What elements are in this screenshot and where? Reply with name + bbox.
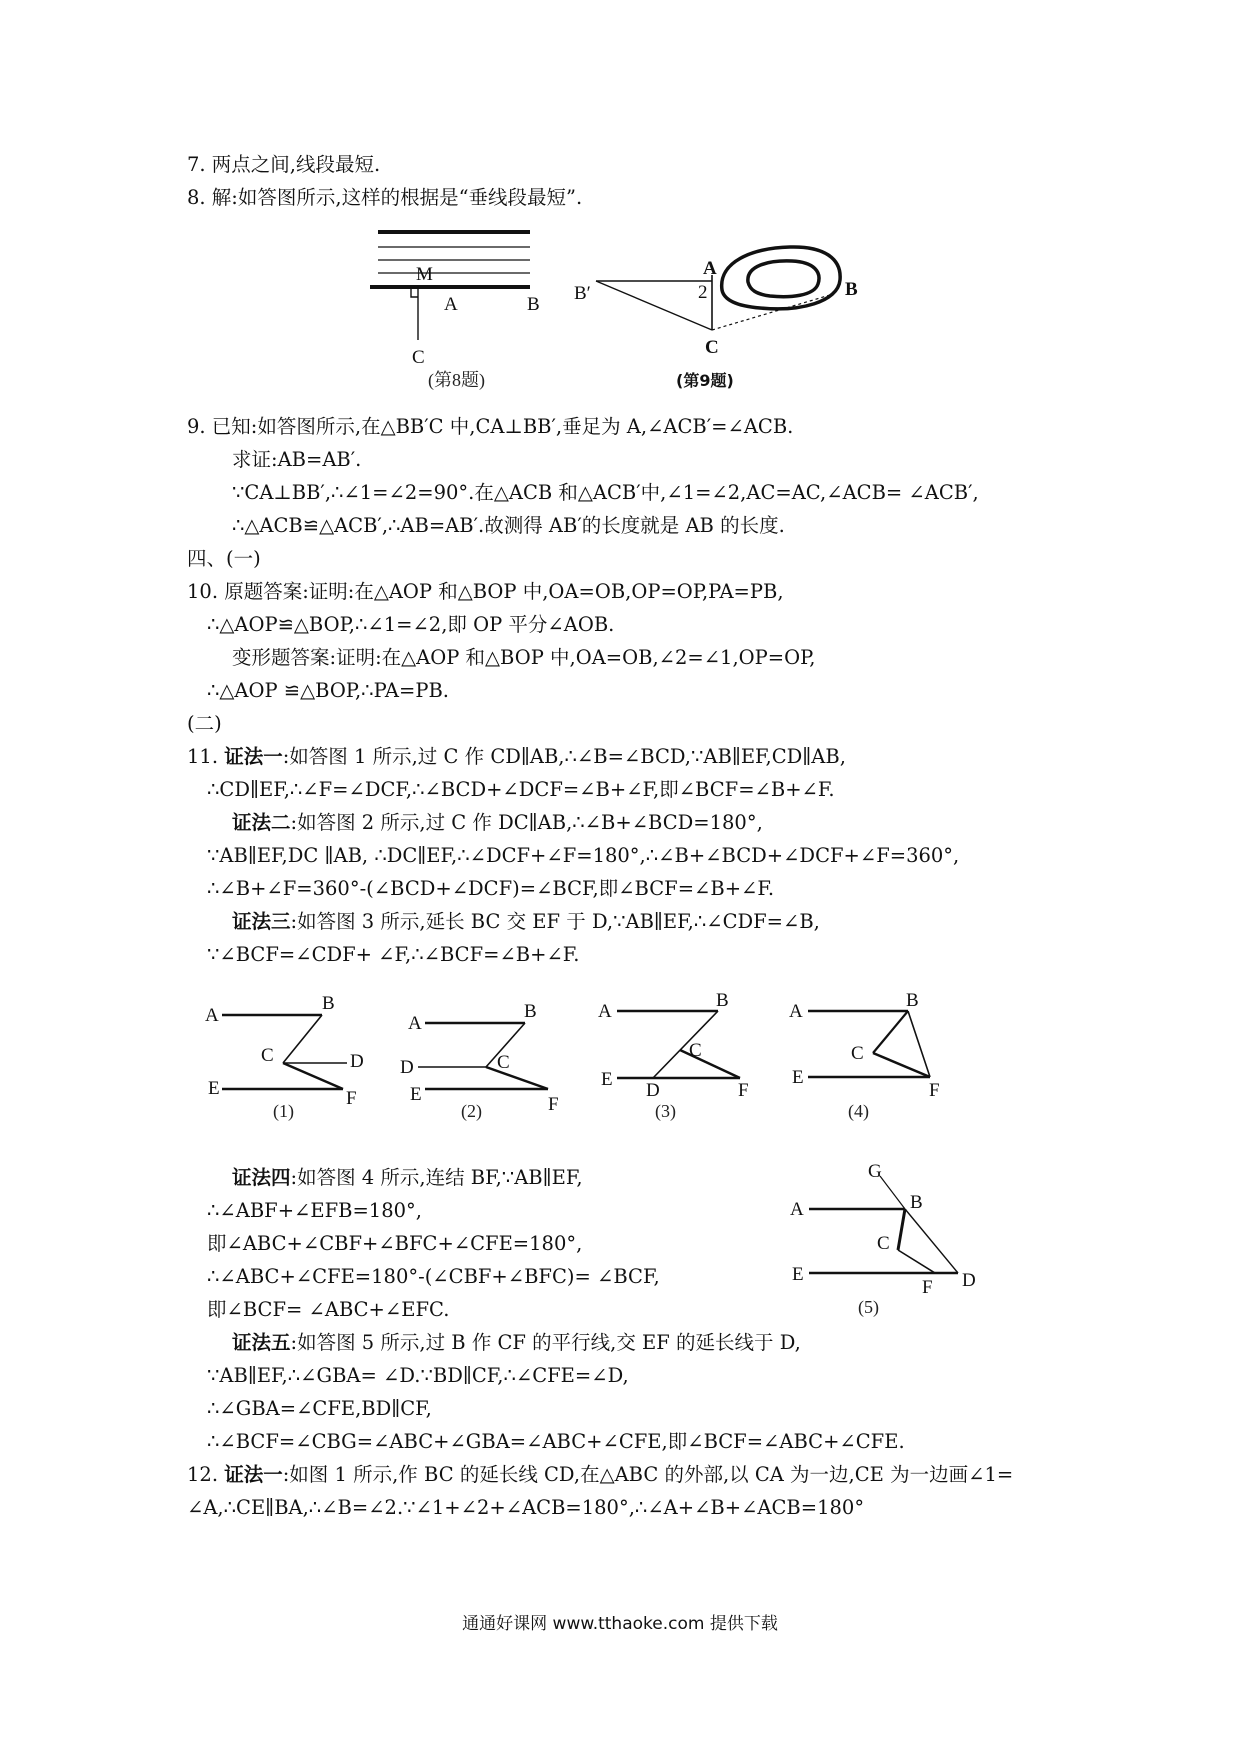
fig9-label-a: A [703, 258, 717, 279]
fig2-label-b: B [524, 1001, 537, 1022]
q12-method-1-text: :如图 1 所示,作 BC 的延长线 CD,在△ABC 的外部,以 CA 为一边,CE 为一边画∠1= [282, 1463, 1014, 1486]
fig5-label-a: A [790, 1199, 804, 1220]
fig2-caption: (2) [461, 1101, 482, 1121]
fig8-label-c: C [412, 347, 425, 368]
figure-4 [808, 1011, 930, 1077]
fig8-label-a: A [444, 294, 458, 315]
answer-8: 8. 解:如答图所示,这样的根据是“垂线段最短”. [187, 186, 583, 209]
fig9-label-b: B [845, 279, 858, 300]
answer-9-proof-1: ∵CA⊥BB′,∴∠1=∠2=90°.在△ACB 和△ACB′中,∠1=∠2,AC=AC,∠ACB= ∠ACB′, [232, 481, 979, 504]
fig4-label-b: B [906, 990, 919, 1011]
method-4-line-3: 即∠ABC+∠CBF+∠BFC+∠CFE=180°, [207, 1232, 583, 1255]
answer-10-variant-2: ∴△AOP ≌△BOP,∴PA=PB. [207, 679, 449, 702]
fig1-label-d: D [350, 1051, 364, 1072]
answer-12-line-2: ∠A,∴CE∥BA,∴∠B=∠2.∵∠1+∠2+∠ACB=180°,∴∠A+∠B+∠ACB=180° [187, 1496, 865, 1519]
fig3-label-b: B [716, 990, 729, 1011]
figure-8 [370, 232, 530, 340]
method-2-label: 证法二 [232, 811, 291, 834]
fig2-label-f: F [548, 1094, 559, 1115]
fig4-label-e: E [792, 1067, 804, 1088]
q12-method-1-label: 证法一 [224, 1463, 283, 1486]
fig1-caption: (1) [273, 1101, 294, 1121]
fig5-label-g: G [868, 1161, 882, 1182]
fig4-caption: (4) [848, 1101, 869, 1121]
method-3-text: :如答图 3 所示,延长 BC 交 EF 于 D,∵AB∥EF,∴∠CDF=∠B, [290, 910, 820, 933]
fig2-label-c: C [497, 1052, 510, 1073]
footer: 通通好课网 www.tthaoke.com 提供下载 [462, 1614, 778, 1634]
answer-10-line-2: ∴△AOP≌△BOP,∴∠1=∠2,即 OP 平分∠AOB. [207, 613, 615, 636]
answer-12-number: 12. [187, 1463, 225, 1486]
section-4-1: 四、(一) [187, 547, 261, 570]
fig1-label-f: F [346, 1088, 357, 1109]
fig4-label-a: A [789, 1001, 803, 1022]
fig3-caption: (3) [655, 1101, 676, 1121]
figure-1 [222, 1015, 347, 1089]
fig3-label-c: C [689, 1040, 702, 1061]
method-4-line-4: ∴∠ABC+∠CFE=180°-(∠CBF+∠BFC)= ∠BCF, [207, 1265, 660, 1288]
fig9-label-c: C [705, 337, 719, 358]
answer-9-proof-2: ∴△ACB≌△ACB′,∴AB=AB′.故测得 AB′的长度就是 AB 的长度. [232, 514, 785, 537]
method-4-label: 证法四 [232, 1166, 291, 1189]
fig3-label-d: D [646, 1080, 660, 1101]
method-1-label: 证法一 [224, 745, 283, 768]
fig9-label-2: 2 [698, 282, 708, 303]
method-5-text: :如答图 5 所示,过 B 作 CF 的平行线,交 EF 的延长线于 D, [290, 1331, 801, 1354]
fig3-label-f: F [738, 1080, 749, 1101]
fig8-label-m: M [416, 264, 433, 285]
answer-11-line-2: ∴CD∥EF,∴∠F=∠DCF,∴∠BCD+∠DCF=∠B+∠F,即∠BCF=∠B+∠F. [207, 778, 835, 801]
fig1-label-e: E [208, 1078, 220, 1099]
fig4-label-c: C [851, 1043, 864, 1064]
answer-10-variant: 变形题答案:证明:在△AOP 和△BOP 中,OA=OB,∠2=∠1,OP=OP, [232, 646, 816, 669]
fig8-caption: (第8题) [428, 370, 485, 390]
method-5-line-2: ∵AB∥EF,∴∠GBA= ∠D.∵BD∥CF,∴∠CFE=∠D, [207, 1364, 629, 1387]
fig9-caption: (第9题) [676, 371, 734, 390]
answer-9-goal: 求证:AB=AB′. [232, 448, 362, 471]
fig1-label-a: A [205, 1005, 219, 1026]
fig1-label-b: B [322, 993, 335, 1014]
method-1-text: :如答图 1 所示,过 C 作 CD∥AB,∴∠B=∠BCD,∵AB∥EF,CD∥AB, [282, 745, 846, 768]
figure-3 [617, 1011, 740, 1078]
answer-9: 9. 已知:如答图所示,在△BB′C 中,CA⊥BB′,垂足为 A,∠ACB′=∠ACB. [187, 415, 794, 438]
method-2-line-3: ∴∠B+∠F=360°-(∠BCD+∠DCF)=∠BCF,即∠BCF=∠B+∠F. [207, 877, 775, 900]
method-5-label: 证法五 [232, 1331, 291, 1354]
fig3-label-a: A [598, 1001, 612, 1022]
figure-2 [418, 1023, 548, 1089]
answer-10: 10. 原题答案:证明:在△AOP 和△BOP 中,OA=OB,OP=OP,PA=PB, [187, 580, 784, 603]
fig2-label-e: E [410, 1084, 422, 1105]
method-4-text: :如答图 4 所示,连结 BF,∵AB∥EF, [290, 1166, 583, 1189]
method-4-line-2: ∴∠ABF+∠EFB=180°, [207, 1199, 422, 1222]
fig3-label-e: E [601, 1069, 613, 1090]
fig4-label-f: F [929, 1080, 940, 1101]
fig9-label-bprime: B′ [574, 283, 591, 304]
method-4-line-5: 即∠BCF= ∠ABC+∠EFC. [207, 1298, 450, 1321]
fig5-label-c: C [877, 1233, 890, 1254]
method-2-line-2: ∵AB∥EF,DC ∥AB, ∴DC∥EF,∴∠DCF+∠F=180°,∴∠B+∠BCD+∠DCF+∠F=360°, [207, 844, 960, 867]
figure-9 [596, 247, 840, 330]
section-4-2: (二) [187, 712, 222, 735]
fig5-label-d: D [962, 1270, 976, 1291]
fig5-caption: (5) [858, 1297, 879, 1317]
method-5-line-3: ∴∠GBA=∠CFE,BD∥CF, [207, 1397, 432, 1420]
method-5-line-4: ∴∠BCF=∠CBG=∠ABC+∠GBA=∠ABC+∠CFE,即∠BCF=∠ABC+∠CFE. [207, 1430, 905, 1453]
fig5-label-e: E [792, 1264, 804, 1285]
fig5-label-f: F [922, 1277, 933, 1298]
method-3-line-2: ∵∠BCF=∠CDF+ ∠F,∴∠BCF=∠B+∠F. [207, 943, 580, 966]
method-3-label: 证法三 [232, 910, 291, 933]
method-2-text: :如答图 2 所示,过 C 作 DC∥AB,∴∠B+∠BCD=180°, [290, 811, 763, 834]
answer-11-number: 11. [187, 745, 225, 768]
answer-7: 7. 两点之间,线段最短. [187, 153, 381, 176]
fig5-label-b: B [910, 1192, 923, 1213]
figure-5 [809, 1176, 958, 1273]
fig2-label-a: A [408, 1013, 422, 1034]
fig8-label-b: B [527, 294, 540, 315]
fig2-label-d: D [400, 1057, 414, 1078]
fig1-label-c: C [261, 1045, 274, 1066]
